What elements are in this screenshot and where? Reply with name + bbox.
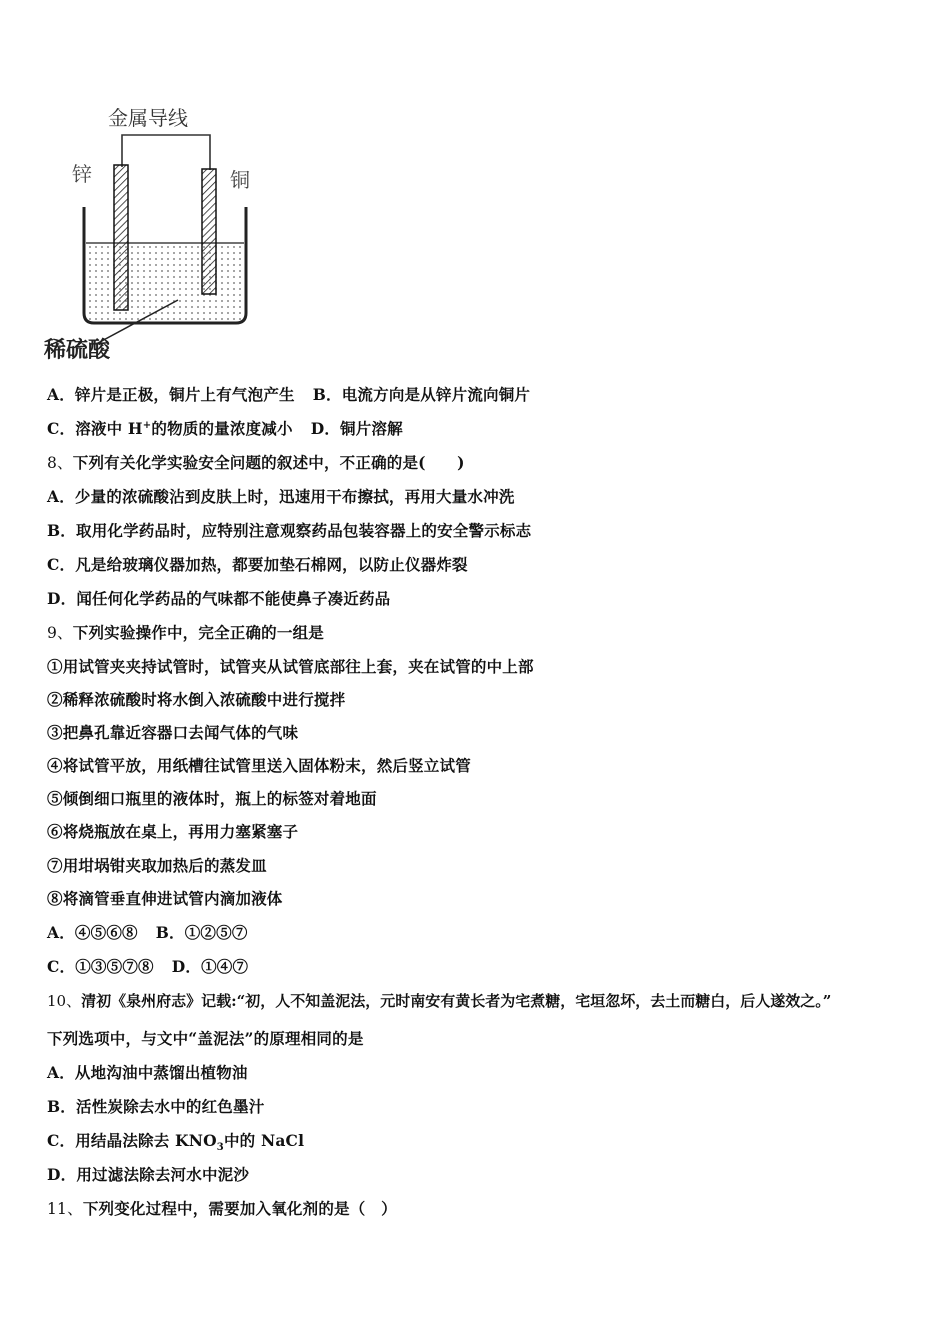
q8-option-c: C．凡是给玻璃仪器加热，都要加垫石棉网，以防止仪器炸裂: [47, 555, 468, 574]
q8-stem: [47, 453, 465, 473]
metal-wire: [122, 135, 210, 170]
q7-option-b: B．电流方向是从锌片流向铜片: [312, 385, 531, 404]
zinc-label: 锌: [72, 162, 92, 186]
q9-item-6: ⑥将烧瓶放在桌上，再用力塞紧塞子: [47, 822, 299, 841]
q10-option-c-post: 中的 NaCl: [223, 1131, 305, 1150]
q10-option-c-sub: 3: [216, 1142, 224, 1154]
q9-item-3: ③把鼻孔靠近容器口去闻气体的气味: [47, 723, 299, 742]
q7-option-c-post: 的物质的量浓度减小: [151, 419, 293, 438]
q11-stem: [47, 1199, 397, 1219]
q9-option-b: B．①②⑤⑦: [155, 923, 248, 942]
q7-option-c-pre: C．溶液中 H: [47, 419, 143, 438]
q9-stem: [47, 623, 324, 643]
solution-label: 稀硫酸: [44, 337, 111, 363]
q7-option-c-sup: +: [142, 419, 152, 431]
q10-stem-line1: [47, 991, 831, 1011]
q10-stem-text: 清初《泉州府志》记载:“初，人不知盖泥法，元时南安有黄长者为宅煮糖，宅垣忽坏，去土而糖白，后人遂效之。”: [81, 992, 832, 1010]
q9-item-1: ①用试管夹夹持试管时，试管夹从试管底部往上套，夹在试管的中上部: [47, 657, 534, 676]
q9-options-cd: [47, 957, 248, 977]
q8-option-a: A．少量的浓硫酸沾到皮肤上时，迅速用干布擦拭，再用大量水冲洗: [47, 487, 515, 506]
q9-option-d: D．①④⑦: [171, 957, 249, 976]
wire-label: 金属导线: [108, 106, 188, 130]
q10-option-d: D．用过滤法除去河水中泥沙: [47, 1165, 250, 1184]
q10-stem-line2: 下列选项中，与文中“盖泥法”的原理相同的是: [47, 1029, 364, 1048]
q10-option-c-pre: C．用结晶法除去 KNO: [47, 1131, 217, 1150]
q9-item-8: ⑧将滴管垂直伸进试管内滴加液体: [47, 889, 283, 908]
q10-option-a: A．从地沟油中蒸馏出植物油: [47, 1063, 248, 1082]
q9-option-a: A．④⑤⑥⑧: [47, 923, 138, 942]
q9-stem-text: 下列实验操作中，完全正确的一组是: [72, 623, 324, 642]
q9-number: 9、: [47, 624, 73, 642]
q9-options-ab: [47, 923, 248, 943]
q8-option-d: D．闻任何化学药品的气味都不能使鼻子凑近药品: [47, 589, 391, 608]
copper-electrode: [202, 169, 216, 294]
q8-number: 8、: [47, 454, 73, 472]
q9-option-c: C．①③⑤⑦⑧: [47, 957, 154, 976]
q11-number: 11、: [47, 1200, 83, 1218]
copper-label: 铜: [230, 168, 250, 192]
q11-stem-text: 下列变化过程中，需要加入氧化剂的是（ ）: [82, 1199, 397, 1218]
q7-option-d: D．铜片溶解: [310, 419, 403, 438]
solution: [86, 245, 244, 320]
q10-option-b: B．活性炭除去水中的红色墨汁: [47, 1097, 265, 1116]
q7-options-ab: [47, 385, 530, 405]
q8-option-b: B．取用化学药品时，应特别注意观察药品包装容器上的安全警示标志: [47, 521, 532, 540]
galvanic-cell-diagram: [40, 95, 270, 370]
q10-number: 10、: [47, 992, 82, 1010]
q7-options-cd: [47, 419, 403, 439]
q9-item-7: ⑦用坩埚钳夹取加热后的蒸发皿: [47, 856, 267, 875]
q10-option-c: [47, 1131, 305, 1154]
q9-item-4: ④将试管平放，用纸槽往试管里送入固体粉末，然后竖立试管: [47, 756, 471, 775]
q9-item-5: ⑤倾倒细口瓶里的液体时，瓶上的标签对着地面: [47, 789, 377, 808]
q9-item-2: ②稀释浓硫酸时将水倒入浓硫酸中进行搅拌: [47, 690, 346, 709]
q8-stem-text: 下列有关化学实验安全问题的叙述中，不正确的是( ): [72, 453, 465, 472]
q7-option-a: A．锌片是正极，铜片上有气泡产生: [47, 385, 295, 404]
zinc-electrode: [114, 165, 128, 310]
